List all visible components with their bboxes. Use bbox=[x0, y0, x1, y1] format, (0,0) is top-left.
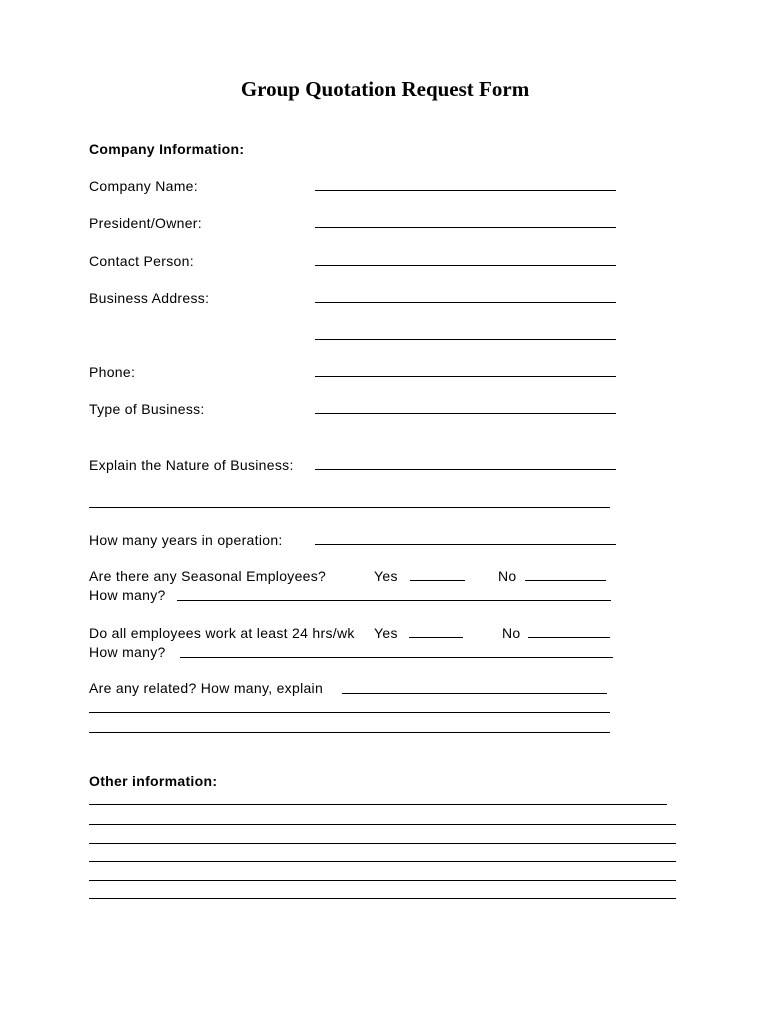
hours-no-label: No bbox=[502, 625, 521, 641]
related-field-2[interactable] bbox=[89, 712, 610, 713]
contact-person-label: Contact Person: bbox=[89, 253, 194, 269]
seasonal-yes-label: Yes bbox=[374, 568, 398, 584]
other-info-heading: Other information: bbox=[89, 773, 218, 789]
other-info-field-3[interactable] bbox=[89, 843, 676, 844]
other-info-field-6[interactable] bbox=[89, 898, 676, 899]
seasonal-no-label: No bbox=[498, 568, 517, 584]
seasonal-yes-field[interactable] bbox=[410, 580, 465, 581]
seasonal-how-many-label: How many? bbox=[89, 587, 166, 603]
related-field-1[interactable] bbox=[342, 693, 607, 694]
hours-yes-field[interactable] bbox=[409, 637, 463, 638]
seasonal-no-field[interactable] bbox=[525, 580, 606, 581]
company-info-heading: Company Information: bbox=[89, 141, 245, 157]
other-info-field-5[interactable] bbox=[89, 880, 676, 881]
hours-how-many-label: How many? bbox=[89, 644, 166, 660]
president-owner-label: President/Owner: bbox=[89, 215, 202, 231]
company-name-field[interactable] bbox=[315, 190, 616, 191]
business-address-label: Business Address: bbox=[89, 290, 210, 306]
business-address-field-1[interactable] bbox=[315, 302, 616, 303]
type-of-business-field[interactable] bbox=[315, 413, 616, 414]
type-of-business-label: Type of Business: bbox=[89, 401, 205, 417]
related-field-3[interactable] bbox=[89, 732, 610, 733]
years-in-operation-field[interactable] bbox=[315, 544, 616, 545]
contact-person-field[interactable] bbox=[315, 265, 616, 266]
other-info-field-1[interactable] bbox=[89, 804, 667, 805]
phone-label: Phone: bbox=[89, 364, 136, 380]
other-info-field-2[interactable] bbox=[89, 824, 676, 825]
hours-question: Do all employees work at least 24 hrs/wk bbox=[89, 625, 355, 641]
nature-of-business-field-2[interactable] bbox=[89, 507, 610, 508]
hours-no-field[interactable] bbox=[528, 637, 610, 638]
years-in-operation-label: How many years in operation: bbox=[89, 532, 283, 548]
form-title: Group Quotation Request Form bbox=[240, 77, 530, 101]
company-name-label: Company Name: bbox=[89, 178, 198, 194]
nature-of-business-label: Explain the Nature of Business: bbox=[89, 457, 294, 473]
seasonal-employees-question: Are there any Seasonal Employees? bbox=[89, 568, 327, 584]
related-question: Are any related? How many, explain bbox=[89, 680, 324, 696]
phone-field[interactable] bbox=[315, 376, 616, 377]
other-info-field-4[interactable] bbox=[89, 861, 676, 862]
president-owner-field[interactable] bbox=[315, 227, 616, 228]
hours-yes-label: Yes bbox=[374, 625, 398, 641]
hours-how-many-field[interactable] bbox=[180, 657, 613, 658]
seasonal-how-many-field[interactable] bbox=[177, 600, 611, 601]
nature-of-business-field-1[interactable] bbox=[315, 469, 616, 470]
business-address-field-2[interactable] bbox=[315, 339, 616, 340]
